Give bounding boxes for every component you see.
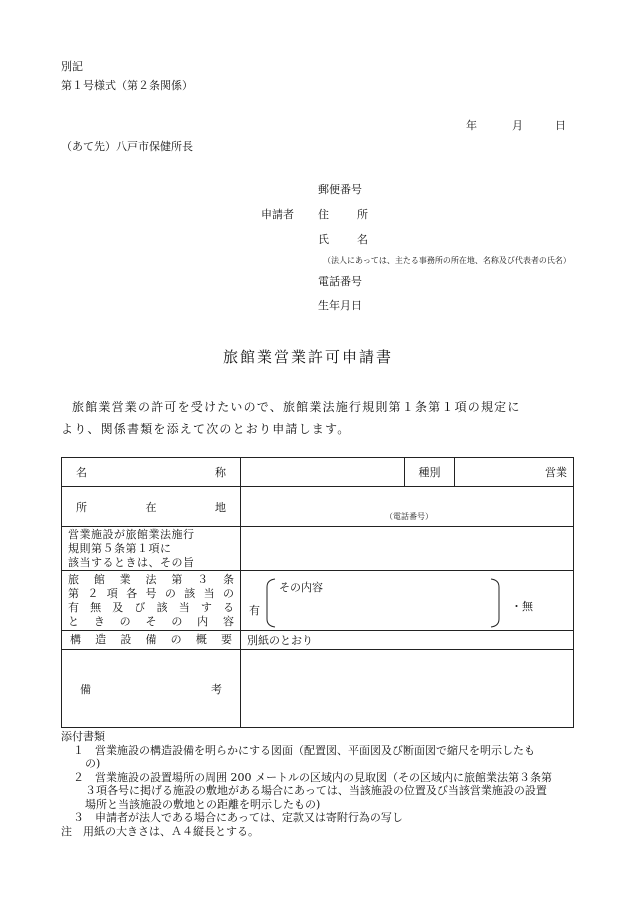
intro-line-2: より、関係書類を添えて次のとおり申請します。 — [61, 422, 351, 436]
name-label-a: 氏 — [318, 233, 329, 246]
name-input-cell[interactable] — [241, 458, 405, 487]
date-day: 日 — [555, 119, 566, 132]
article3-label-cell: 旅館業法第３条 第２項各号の該当の 有無及び該当する ときのその内容 — [62, 571, 241, 631]
postal-label: 郵便番号 — [318, 183, 362, 196]
applicant-label: 申請者 — [261, 208, 294, 221]
type-value-cell[interactable]: 営業 — [455, 458, 574, 487]
article5-input-cell[interactable] — [241, 527, 574, 571]
article3-input-cell[interactable] — [241, 571, 574, 631]
addressee: （あて先）八戸市保健所長 — [61, 140, 193, 153]
application-table — [61, 457, 574, 728]
date-month: 月 — [512, 119, 523, 132]
date-year: 年 — [466, 119, 477, 132]
remarks-input-cell[interactable] — [241, 650, 574, 728]
address-label-a: 住 — [318, 208, 329, 221]
content-label: その内容 — [279, 581, 323, 594]
attachment-item-1: １ 営業施設の構造設備を明らかにする図面（配置図、平面図及び断面図で縮尺を明示したも — [73, 743, 535, 757]
remarks-label-cell: 備 考 — [62, 650, 241, 728]
left-bracket-icon — [263, 577, 279, 629]
birthdate-label: 生年月日 — [318, 299, 362, 312]
type-label: 種別 — [405, 458, 455, 487]
location-input-cell[interactable] — [241, 487, 574, 527]
name-label-b: 名 — [357, 233, 368, 246]
row-article5 — [62, 527, 574, 571]
row-location — [62, 487, 574, 527]
attachments-heading: 添付書類 — [61, 730, 105, 743]
row-remarks — [62, 650, 574, 728]
form-number: 第１号様式（第２条関係） — [61, 79, 193, 92]
location-label-cell: 所 在 地 — [62, 487, 241, 527]
structure-value-cell[interactable]: 別紙のとおり — [241, 631, 574, 650]
paper-size-note: 注 用紙の大きさは、Ａ４縦長とする。 — [61, 824, 259, 838]
article5-label-cell: 営業施設が旅館業法施行 規則第５条第１項に 該当するときは、その旨 — [62, 527, 241, 571]
attachment-item-2: ２ 営業施設の設置場所の周囲 200 メートルの区域内の見取図（その区域内に旅館業法第３条第 — [73, 770, 552, 784]
right-bracket-icon — [487, 577, 503, 629]
attachment-item-2-cont-b: 場所と当該施設の敷地との距離を明示したもの) — [85, 797, 321, 811]
no-option[interactable]: ・無 — [511, 600, 533, 613]
yes-option[interactable]: 有 — [249, 604, 260, 617]
attachment-item-1-cont: の) — [85, 757, 101, 770]
name-label-cell: 名 称 — [62, 458, 241, 487]
attachment-item-3: ３ 申請者が法人である場合にあっては、定款又は寄附行為の写し — [73, 811, 403, 824]
corporate-note: （法人にあっては、主たる事務所の所在地、名称及び代表者の氏名） — [323, 256, 571, 265]
phone-label: 電話番号 — [318, 275, 362, 288]
phone-number-note: （電話番号） — [385, 512, 433, 521]
row-name — [62, 458, 574, 487]
intro-line-1: 旅館業営業の許可を受けたいので、旅館業法施行規則第１条第１項の規定に — [72, 400, 521, 414]
attachment-item-2-cont-a: ３項各号に掲げる施設の敷地がある場合にあっては、当該施設の位置及び当該営業施設の設置 — [85, 784, 547, 797]
structure-label-cell: 構造設備の概要 — [62, 631, 241, 650]
document-title: 旅館業営業許可申請書 — [223, 348, 394, 366]
row-structure — [62, 631, 574, 650]
address-label-b: 所 — [357, 208, 368, 221]
row-article3 — [62, 571, 574, 631]
appendix-label: 別記 — [61, 60, 83, 73]
attachments-section — [61, 730, 552, 838]
